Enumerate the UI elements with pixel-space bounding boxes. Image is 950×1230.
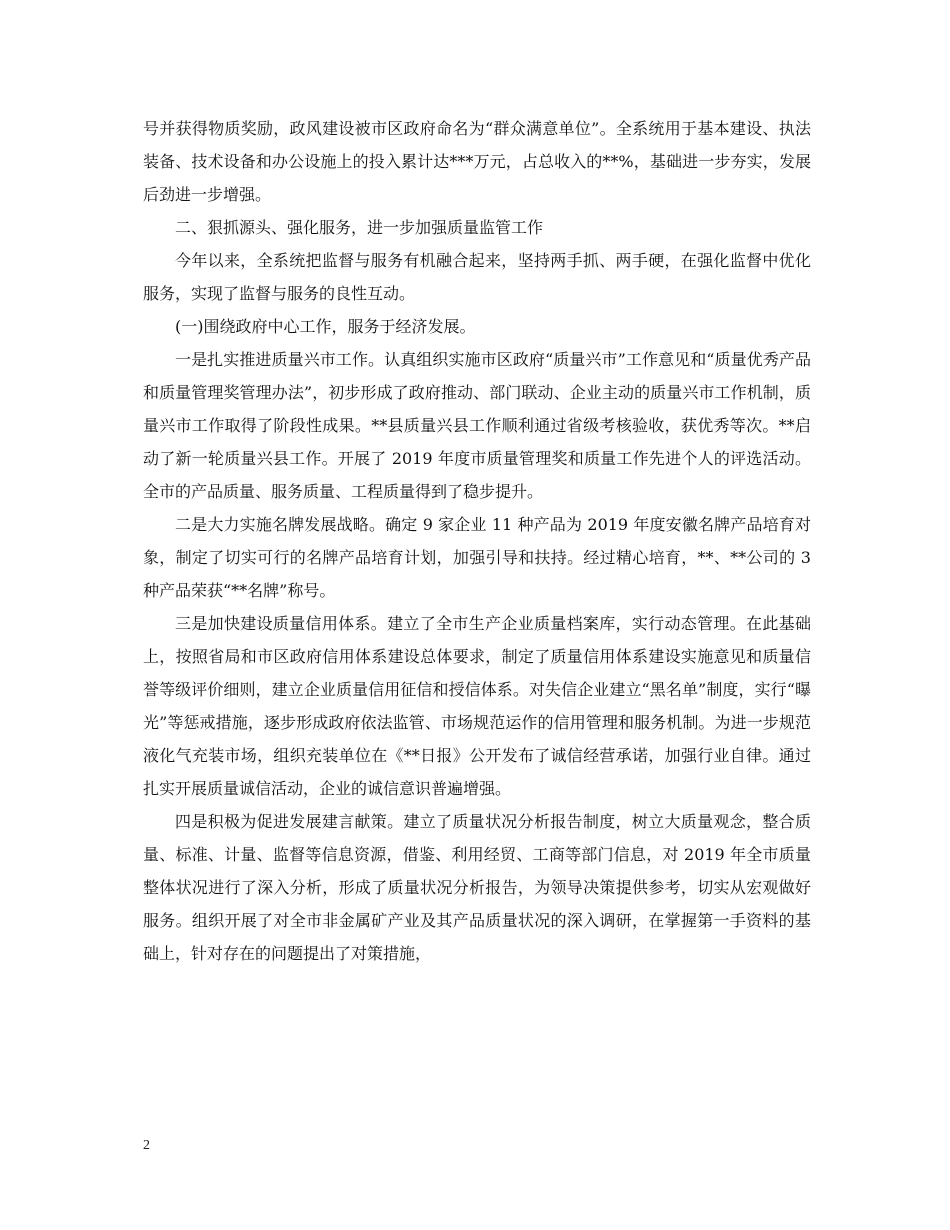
paragraph-continuation: 号并获得物质奖励，政风建设被市区政府命名为“群众满意单位”。全系统用于基本建设、执法装备、技术设备和办公设施上的投入累计达***万元，占总收入的**%，基础进一步夯实，发展后劲进一步增强。 (143, 119, 811, 204)
paragraph: 三是加快建设质量信用体系。建立了全市生产企业质量档案库，实行动态管理。在此基础上，按照省局和市区政府信用体系建设总体要求，制定了质量信用体系建设实施意见和质量信誉等级评价细则，建立企业质量信用征信和授信体系。对失信企业建立“黑名单”制度，实行“曝光”等惩戒措施，逐步形成政府依法监管、市场规范运作的信用管理和服务机制。为进一步规范液化气充装市场，组织充装单位在《**日报》公开发布了诚信经营承诺，加强行业自律。通过扎实开展质量诚信活动，企业的诚信意识普遍增强。 (143, 614, 811, 798)
subsection-heading: (一)围绕政府中心工作，服务于经济发展。 (175, 317, 476, 336)
paragraph: 二是大力实施名牌发展战略。确定 9 家企业 11 种产品为 2019 年度安徽名牌产品培育对象，制定了切实可行的名牌产品培育计划，加强引导和扶持。经过精心培育，**、**公司的 3 种产品荣获“**名牌”称号。 (143, 515, 811, 600)
section-heading: 二、狠抓源头、强化服务，进一步加强质量监管工作 (175, 218, 544, 237)
document-body (143, 112, 811, 970)
paragraph: 一是扎实推进质量兴市工作。认真组织实施市区政府“质量兴市”工作意见和“质量优秀产品和质量管理奖管理办法”，初步形成了政府推动、部门联动、企业主动的质量兴市工作机制，质量兴市工作取得了阶段性成果。**县质量兴县工作顺利通过省级考核验收，获优秀等次。**启动了新一轮质量兴县工作。开展了 2019 年度市质量管理奖和质量工作先进个人的评选活动。全市的产品质量、服务质量、工程质量得到了稳步提升。 (143, 350, 811, 501)
paragraph: 四是积极为促进发展建言献策。建立了质量状况分析报告制度，树立大质量观念，整合质量、标准、计量、监督等信息资源，借鉴、利用经贸、工商等部门信息，对 2019 年全市质量整体状况进行了深入分析，形成了质量状况分析报告，为领导决策提供参考，切实从宏观做好服务。组织开展了对全市非金属矿产业及其产品质量状况的深入调研，在掌握第一手资料的基础上，针对存在的问题提出了对策措施， (143, 812, 811, 963)
paragraph: 今年以来，全系统把监督与服务有机融合起来，坚持两手抓、两手硬，在强化监督中优化服务，实现了监督与服务的良性互动。 (143, 251, 811, 303)
page-number: 2 (143, 1138, 150, 1153)
